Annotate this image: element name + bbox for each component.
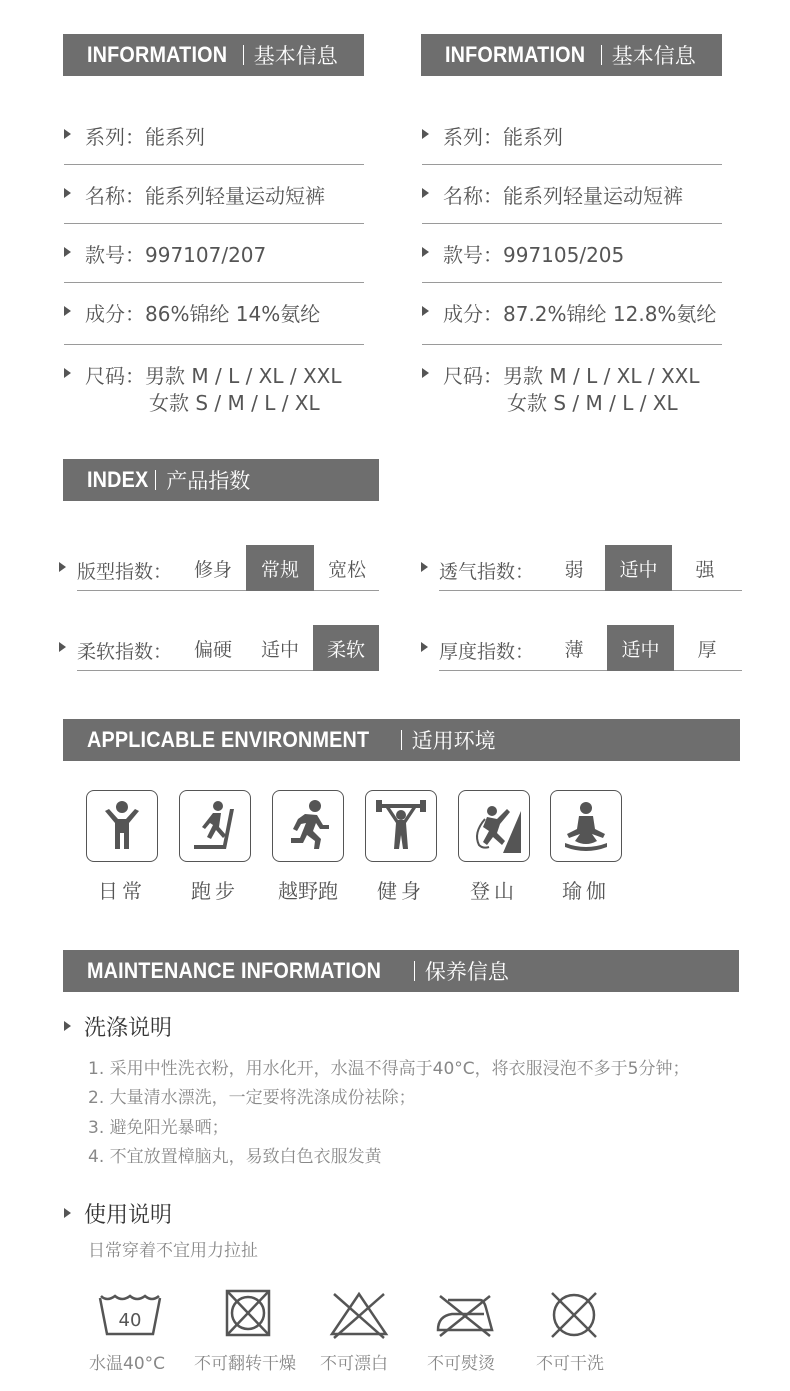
bullet-triangle-icon (421, 562, 428, 572)
environment-label: 登山 (470, 879, 518, 903)
wash-title: 洗涤说明 (84, 1016, 173, 1041)
bullet-triangle-icon (59, 562, 66, 572)
environment-header (63, 719, 740, 761)
index-row-fit (77, 545, 379, 591)
wash-item: 4. 不宜放置樟脑丸，易致白色衣服发黄 (88, 1147, 382, 1167)
index-option-selected: 常规 (246, 545, 314, 591)
index-label: 柔软指数： (77, 641, 173, 663)
info-series: 系列：能系列 (85, 125, 205, 149)
care-label: 水温40°C (89, 1354, 166, 1374)
info-column-right (422, 106, 722, 417)
info-column-left (64, 106, 364, 417)
index-option: 弱 (564, 558, 584, 581)
care-label: 不可翻转干燥 (194, 1354, 296, 1374)
index-option: 宽松 (327, 558, 366, 581)
info-header-en: INFORMATION (87, 42, 228, 67)
header-divider (243, 45, 244, 65)
index-option-selected: 适中 (605, 545, 672, 591)
bullet-triangle-icon (422, 306, 429, 316)
maintenance-header-en: MAINTENANCE INFORMATION (87, 958, 382, 983)
info-row-name (422, 165, 722, 224)
info-name: 名称：能系列轻量运动短裤 (85, 184, 325, 208)
index-row-breathability (439, 545, 742, 591)
info-row-size (422, 345, 722, 417)
info-model: 款号：997105/205 (443, 243, 625, 267)
care-label: 不可干洗 (536, 1354, 604, 1374)
info-material: 成分：86%锦纶 14%氨纶 (85, 302, 321, 326)
care-label: 不可漂白 (320, 1354, 388, 1374)
index-option: 偏硬 (193, 638, 232, 661)
info-name: 名称：能系列轻量运动短裤 (443, 184, 683, 208)
info-size-women: 女款 S / M / L / XL (149, 391, 320, 415)
info-row-name (64, 165, 364, 224)
yoga-icon (550, 790, 622, 862)
bullet-triangle-icon (64, 1208, 71, 1218)
header-divider (401, 730, 402, 750)
info-header-left (63, 34, 364, 76)
bullet-triangle-icon (64, 247, 71, 257)
bullet-triangle-icon (64, 368, 71, 378)
info-row-size (64, 345, 364, 417)
bullet-triangle-icon (421, 642, 428, 652)
info-header-cn: 基本信息 (253, 44, 338, 68)
index-option: 适中 (260, 638, 299, 661)
no-iron-icon (430, 1288, 500, 1343)
wash-40-icon (95, 1288, 165, 1343)
info-row-series (422, 106, 722, 165)
maintenance-header-cn: 保养信息 (424, 960, 509, 984)
index-header (63, 459, 379, 501)
environment-header-en: APPLICABLE ENVIRONMENT (87, 727, 370, 752)
index-header-cn: 产品指数 (166, 469, 251, 493)
index-option: 厚 (697, 638, 717, 661)
environment-label: 越野跑 (278, 879, 338, 903)
info-header-right (421, 34, 722, 76)
weightlifting-icon (365, 790, 437, 862)
info-model: 款号：997107/207 (85, 243, 267, 267)
info-header-en: INFORMATION (445, 42, 586, 67)
index-header-en: INDEX (87, 467, 149, 492)
info-row-material (64, 283, 364, 345)
no-tumble-dry-icon (213, 1288, 283, 1343)
environment-label: 跑步 (191, 879, 239, 903)
environment-header-cn: 适用环境 (411, 729, 496, 753)
trail-run-icon (272, 790, 344, 862)
header-divider (414, 961, 415, 981)
bullet-triangle-icon (59, 642, 66, 652)
no-dry-clean-icon (539, 1288, 609, 1343)
daily-person-icon (86, 790, 158, 862)
info-row-model (422, 224, 722, 283)
use-title: 使用说明 (84, 1203, 173, 1228)
bullet-triangle-icon (64, 1021, 71, 1031)
info-size-men: 尺码：男款 M / L / XL / XXL (443, 364, 700, 388)
info-row-model (64, 224, 364, 283)
bullet-triangle-icon (64, 306, 71, 316)
index-option: 强 (695, 558, 715, 581)
index-option-selected: 适中 (607, 625, 674, 671)
header-divider (601, 45, 602, 65)
treadmill-icon (179, 790, 251, 862)
svg-text:40: 40 (118, 1310, 142, 1331)
info-header-cn: 基本信息 (611, 44, 696, 68)
index-label: 版型指数： (77, 561, 173, 583)
index-option-selected: 柔软 (313, 625, 379, 671)
bullet-triangle-icon (422, 368, 429, 378)
environment-label: 瑜伽 (562, 879, 610, 903)
info-size-women: 女款 S / M / L / XL (507, 391, 678, 415)
info-row-series (64, 106, 364, 165)
info-row-material (422, 283, 722, 345)
climbing-icon (458, 790, 530, 862)
wash-item: 2. 大量清水漂洗，一定要将洗涤成份祛除； (88, 1088, 416, 1108)
index-row-thickness (439, 625, 742, 671)
wash-item: 3. 避免阳光暴晒； (88, 1118, 229, 1138)
bullet-triangle-icon (422, 247, 429, 257)
wash-item: 1. 采用中性洗衣粉，用水化开，水温不得高于40°C，将衣服浸泡不多于5分钟； (88, 1059, 690, 1079)
bullet-triangle-icon (64, 129, 71, 139)
maintenance-header (63, 950, 739, 992)
no-bleach-icon (324, 1288, 394, 1343)
info-size-men: 尺码：男款 M / L / XL / XXL (85, 364, 342, 388)
index-label: 厚度指数： (439, 641, 535, 663)
bullet-triangle-icon (422, 129, 429, 139)
environment-label: 健身 (377, 879, 425, 903)
header-divider (155, 470, 156, 490)
care-label: 不可熨烫 (427, 1354, 495, 1374)
index-option: 薄 (564, 638, 584, 661)
bullet-triangle-icon (422, 188, 429, 198)
info-series: 系列：能系列 (443, 125, 563, 149)
index-label: 透气指数： (439, 561, 535, 583)
info-material: 成分：87.2%锦纶 12.8%氨纶 (443, 302, 717, 326)
use-text: 日常穿着不宜用力拉扯 (88, 1241, 258, 1261)
environment-label: 日常 (98, 879, 146, 903)
index-row-softness (77, 625, 379, 671)
bullet-triangle-icon (64, 188, 71, 198)
index-option: 修身 (193, 558, 232, 581)
